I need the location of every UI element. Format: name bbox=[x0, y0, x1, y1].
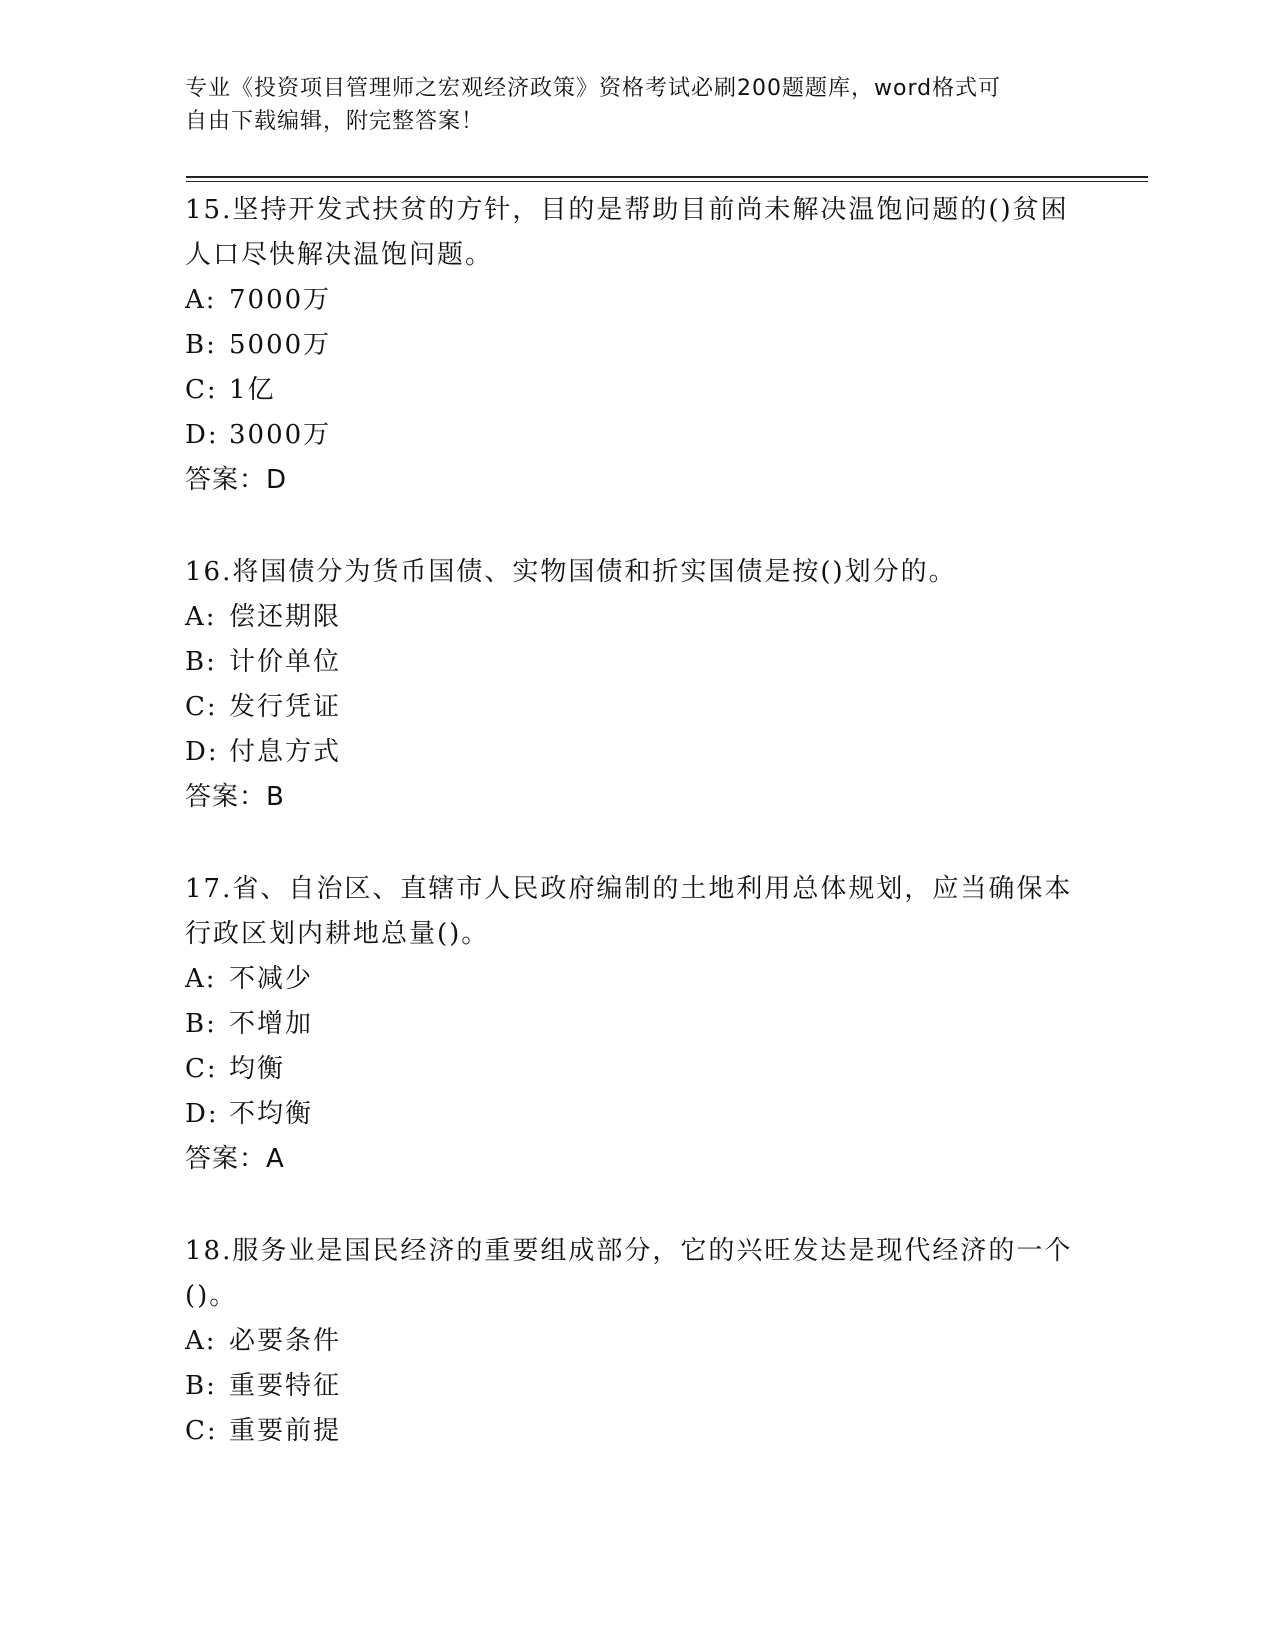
option-a bbox=[185, 595, 1085, 640]
question-17 bbox=[185, 867, 1085, 1182]
option-letter: B: bbox=[185, 647, 217, 677]
option-b bbox=[185, 1002, 1085, 1047]
option-c bbox=[185, 1047, 1085, 1092]
option-d bbox=[185, 730, 1085, 775]
question-spacer bbox=[185, 820, 1085, 867]
option-letter: D: bbox=[185, 420, 219, 450]
option-text: 不减少 bbox=[229, 964, 314, 994]
question-stem: 15.坚持开发式扶贫的方针，目的是帮助目前尚未解决温饱问题的()贫困人口尽快解决温饱问题。 bbox=[185, 195, 1069, 270]
option-letter: C: bbox=[185, 1054, 218, 1084]
option-a bbox=[185, 278, 1085, 323]
option-letter: B: bbox=[185, 1371, 217, 1401]
document-header bbox=[185, 72, 1075, 138]
header-divider-thin bbox=[186, 181, 1148, 182]
option-text: 3000万 bbox=[229, 420, 332, 450]
option-letter: C: bbox=[185, 692, 218, 722]
option-text: 计价单位 bbox=[229, 647, 342, 677]
option-letter: A: bbox=[185, 285, 217, 315]
option-text: 必要条件 bbox=[229, 1326, 342, 1356]
option-b bbox=[185, 323, 1085, 368]
question-stem: 16.将国债分为货币国债、实物国债和折实国债是按()划分的。 bbox=[185, 557, 957, 587]
option-letter: D: bbox=[185, 737, 219, 767]
option-d bbox=[185, 413, 1085, 458]
option-letter: A: bbox=[185, 1326, 217, 1356]
option-d bbox=[185, 1092, 1085, 1137]
option-text: 5000万 bbox=[229, 330, 332, 360]
question-list bbox=[185, 188, 1085, 1454]
option-letter: D: bbox=[185, 1099, 219, 1129]
option-text: 偿还期限 bbox=[229, 602, 342, 632]
option-c bbox=[185, 368, 1085, 413]
option-letter: B: bbox=[185, 1009, 217, 1039]
question-spacer bbox=[185, 503, 1085, 550]
answer-line: 答案：B bbox=[185, 782, 285, 812]
question-15 bbox=[185, 188, 1085, 503]
header-title-line2: 自由下载编辑，附完整答案！ bbox=[185, 109, 485, 134]
option-letter: A: bbox=[185, 602, 217, 632]
option-text: 付息方式 bbox=[229, 737, 342, 767]
answer-line: 答案：A bbox=[185, 1144, 285, 1174]
option-text: 发行凭证 bbox=[229, 692, 342, 722]
header-divider-thick bbox=[186, 176, 1148, 178]
question-stem: 18.服务业是国民经济的重要组成部分，它的兴旺发达是现代经济的一个()。 bbox=[185, 1236, 1073, 1311]
option-a bbox=[185, 957, 1085, 1002]
option-text: 不均衡 bbox=[229, 1099, 314, 1129]
option-a bbox=[185, 1319, 1085, 1364]
option-text: 不增加 bbox=[229, 1009, 314, 1039]
option-c bbox=[185, 685, 1085, 730]
option-text: 重要特征 bbox=[229, 1371, 342, 1401]
question-18 bbox=[185, 1229, 1085, 1454]
option-text: 重要前提 bbox=[229, 1416, 342, 1446]
option-letter: C: bbox=[185, 1416, 218, 1446]
option-text: 1亿 bbox=[229, 375, 276, 405]
header-title-line1: 专业《投资项目管理师之宏观经济政策》资格考试必刷200题题库，word格式可 bbox=[185, 76, 1002, 101]
option-text: 均衡 bbox=[229, 1054, 286, 1084]
question-spacer bbox=[185, 1182, 1085, 1229]
option-b bbox=[185, 640, 1085, 685]
option-c bbox=[185, 1409, 1085, 1454]
answer-line: 答案：D bbox=[185, 465, 288, 495]
option-text: 7000万 bbox=[229, 285, 332, 315]
option-letter: A: bbox=[185, 964, 217, 994]
question-stem: 17.省、自治区、直辖市人民政府编制的土地利用总体规划，应当确保本行政区划内耕地总量()。 bbox=[185, 874, 1073, 949]
option-b bbox=[185, 1364, 1085, 1409]
option-letter: B: bbox=[185, 330, 217, 360]
option-letter: C: bbox=[185, 375, 218, 405]
question-16 bbox=[185, 550, 1085, 820]
